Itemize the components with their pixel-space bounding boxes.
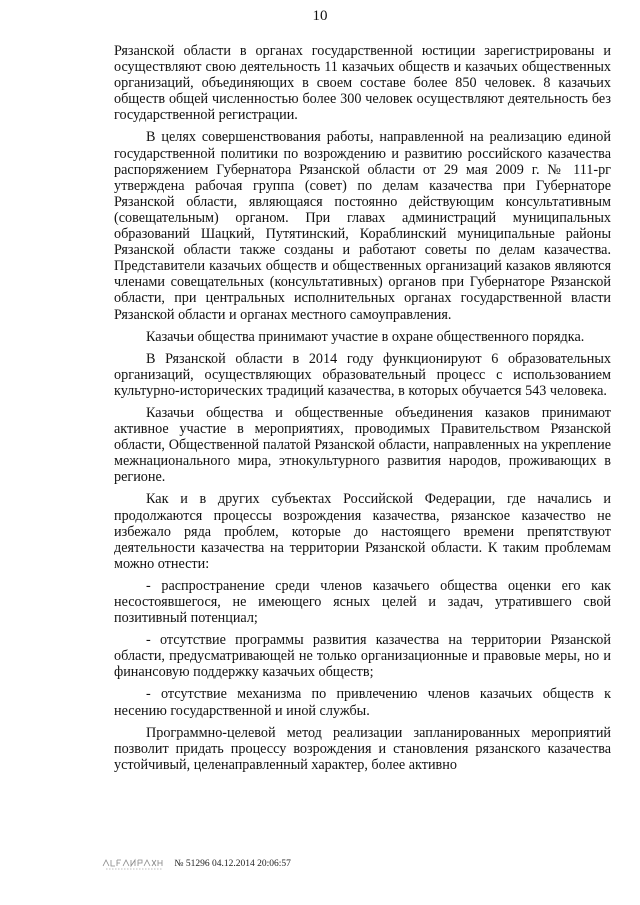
paragraph: Рязанской области в органах государственной юстиции зарегистрированы и осуществляют свою деятельность 11 казачьих обществ и казачьих общественных организаций, объединяющих в своем составе более 850 человек. 8 казачьих обществ общей численностью более 300 человек осуществляют деятельность без государственной регистрации. — [114, 43, 611, 124]
document-number: № 51296 — [174, 859, 210, 870]
registration-stamp-icon — [102, 857, 166, 871]
paragraph: Казачьи общества принимают участие в охране общественного порядка. — [146, 328, 585, 345]
document-footer — [102, 857, 291, 871]
paragraph: Программно-целевой метод реализации запланированных мероприятий позволит придать процессу возрождения и становления рязанского казачества устойчивый, целенаправленный характер, более активно — [114, 724, 611, 773]
list-item: - отсутствие программы развития казачества на территории Рязанской области, предусматривающей не только организационные и правовые меры, но и финансовую поддержку казачьих обществ; — [114, 632, 611, 681]
paragraph: Как и в других субъектах Российской Федерации, где начались и продолжаются процессы возрождения казачества, рязанское казачество не избежало ряда проблем, которые до настоящего времени препятствуют деятельности казачества на территории Рязанской области. К таким проблемам можно отнести: — [114, 491, 611, 572]
page-number: 10 — [312, 8, 328, 24]
list-item: - распространение среди членов казачьего общества оценки его как несостоявшегося, не имеющего ясных целей и задач, утратившего свой позитивный потенциал; — [114, 577, 611, 627]
paragraph: В целях совершенствования работы, направленной на реализацию единой государственной политики по возрождению и развитию российского казачества распоряжением Губернатора Рязанской области от 29 мая 2009 г. № 111-рг утверждена рабочая группа (совет) по делам казачества при Губернаторе Рязанской области, являющаяся постоянно действующим консультативным (совещательным) органом. При главах администраций муниципальных образований Шацкий, Путятинский, Кораблинский муниципальные районы Рязанской области также созданы и работают советы по делам казачества. Представители казачьих обществ и общественных организаций казаков являются членами совещательных (консультативных) органов при Губернаторе Рязанской области, при центральных исполнительных органах государственной власти Рязанской области и органах местного самоуправления. — [114, 129, 611, 323]
paragraph: В Рязанской области в 2014 году функционируют 6 образовательных организаций, осуществляющих образовательный процесс с использованием культурно-исторических традиций казачества, в которых обучается 543 человека. — [114, 350, 611, 399]
document-body — [114, 43, 611, 773]
list-item: - отсутствие механизма по привлечению членов казачьих обществ к несению государственной и иной службы. — [114, 686, 611, 719]
document-datetime: 04.12.2014 20:06:57 — [211, 859, 291, 870]
paragraph: Казачьи общества и общественные объединения казаков принимают активное участие в мероприятиях, проводимых Правительством Рязанской области, Общественной палатой Рязанской области, направленных на укрепление межнационального мира, этнокультурного развития народов, проживающих в регионе. — [114, 404, 611, 486]
